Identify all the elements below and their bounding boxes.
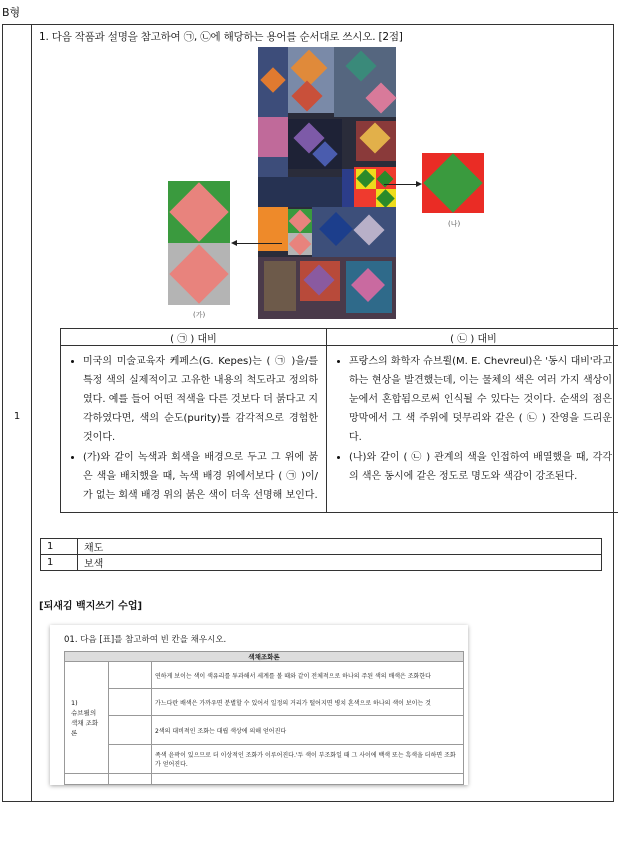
arrow-to-ga bbox=[236, 243, 282, 244]
comparison-table bbox=[60, 328, 618, 513]
review-worksheet bbox=[50, 625, 468, 785]
arrow-to-na bbox=[384, 184, 416, 185]
question-number-column bbox=[3, 25, 32, 801]
swatch-ga bbox=[168, 181, 230, 305]
col1-item: • 미국의 미술교육자 케페스(G. Kepes)는 ( ㉠ )을/를 특정 색의 실제적이고 고유한 내용의 척도라고 정의하였다. 예를 들어 어떤 적색을 다른 것보다 더 붉다고 지각하였다면, 색의 순도(purity)를 감각적으로 경험한 것이다. bbox=[83, 352, 318, 447]
worksheet-question: 01. 다음 [표]를 참고하여 빈 칸을 채우시오. bbox=[64, 635, 227, 645]
arrow-head-na-icon bbox=[416, 181, 422, 187]
worksheet-cell: 족색 윤곽이 있으므로 더 이상적인 조화가 이루어진다.'두 색이 부조화일 때 그 사이에 백색 또는 흑색을 더하면 조화가 얻어진다. bbox=[152, 745, 464, 774]
arrow-head-ga-icon bbox=[231, 240, 237, 246]
caption-ga: (가) bbox=[193, 311, 206, 319]
answer-row bbox=[41, 539, 602, 555]
answer-text: 보색 bbox=[78, 555, 602, 571]
answer-number: 1 bbox=[41, 555, 78, 571]
answer-text: 채도 bbox=[78, 539, 602, 555]
blank-cell[interactable] bbox=[109, 716, 152, 745]
blank-cell bbox=[152, 774, 464, 785]
worksheet-cell: 연하게 보이는 색이 색유리를 투과해서 세계를 볼 때와 같이 전체적으로 하나의 주된 색의 배색은 조화한다 bbox=[152, 662, 464, 689]
worksheet-header: 색채조화론 bbox=[65, 652, 464, 662]
review-title: [되새김 백지쓰기 수업] bbox=[39, 601, 143, 612]
answer-number: 1 bbox=[41, 539, 78, 555]
col2-item: • (나)와 같이 ( ㉡ ) 관계의 색을 인접하여 배열했을 때, 각각의 색은 동시에 같은 정도로 명도와 색감이 강조된다. bbox=[349, 448, 612, 486]
blank-cell[interactable] bbox=[109, 774, 152, 785]
blank-cell[interactable] bbox=[109, 745, 152, 774]
swatch-na bbox=[422, 153, 484, 213]
col1-item: • (가)와 같이 녹색과 회색을 배경으로 두고 그 위에 붉은 색을 배치했을 때, 녹색 배경 위에서보다 ( ㉠ )이/가 없는 회색 배경 위의 붉은 색이 더욱 선명해 보인다. bbox=[83, 448, 318, 505]
question-content bbox=[32, 25, 613, 801]
blank-cell[interactable] bbox=[109, 689, 152, 716]
blank-cell[interactable] bbox=[109, 662, 152, 689]
col2-cell bbox=[327, 346, 618, 513]
answer-table bbox=[40, 538, 602, 571]
artwork-image bbox=[258, 47, 396, 319]
question-number: 1 bbox=[13, 411, 21, 422]
question-frame bbox=[2, 24, 614, 802]
worksheet-table bbox=[64, 651, 464, 785]
col2-item: • 프랑스의 화학자 슈브뢸(M. E. Chevreul)은 '동시 대비'라고 하는 현상을 발견했는데, 이는 물체의 색은 여러 가지 색상이 눈에서 혼합됨으로써 인식될 수 있다는 것이다. 순색의 점은 망막에서 그 색 주위에 덧무리와 같은 ( ㉡ ) 잔영을 드리운다. bbox=[349, 352, 612, 447]
worksheet-cell: 2색의 대비적인 조화는 대립 색상에 의해 얻어진다 bbox=[152, 716, 464, 745]
worksheet-row-label: 1) 슈브뢸의 색채 조화 론 bbox=[65, 662, 109, 774]
type-label: B형 bbox=[2, 6, 21, 19]
caption-na: (나) bbox=[448, 220, 461, 228]
question-title: 1. 다음 작품과 설명을 참고하여 ㉠, ㉡에 해당하는 용어를 순서대로 쓰시오. [2점] bbox=[39, 31, 403, 43]
worksheet-cell: 가느다란 배색은 가까우면 분별할 수 있어서 일정의 거리가 떨어지면 병치 혼색으로 하나의 색이 보이는 것 bbox=[152, 689, 464, 716]
col1-header: ( ㉠ ) 대비 bbox=[61, 329, 327, 346]
col2-header: ( ㉡ ) 대비 bbox=[327, 329, 618, 346]
blank-cell bbox=[65, 774, 109, 785]
col1-cell bbox=[61, 346, 327, 513]
answer-row bbox=[41, 555, 602, 571]
